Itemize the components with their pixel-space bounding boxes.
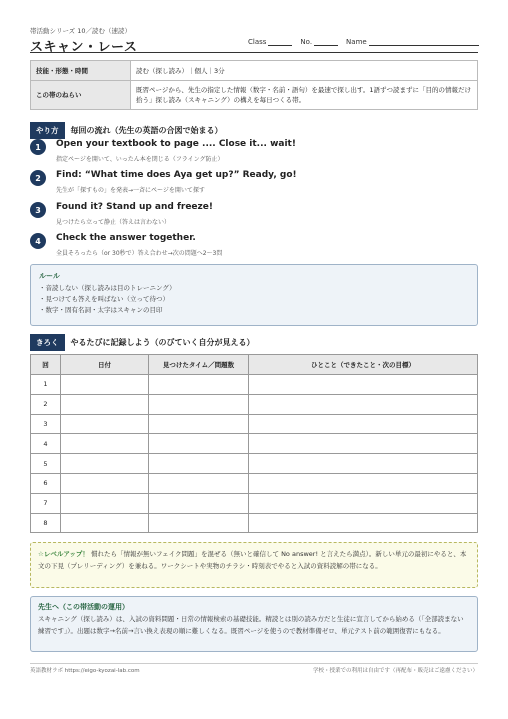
table-row [31,493,478,513]
flow-section-header [30,122,223,139]
date-cell[interactable] [61,375,149,395]
time-cell[interactable] [149,513,249,533]
footer-site: 英語教材ラボ https://eigo-kyozai-lab.com [30,668,140,674]
table-row [31,394,478,414]
time-cell[interactable] [149,473,249,493]
round-number: 6 [31,473,61,493]
comment-cell[interactable] [249,473,478,493]
level-up-body: 慣れたら「情報が無いフェイク問題」を混ぜる（無いと確信して No answer! と言えたら満点）。新しい単元の最初にやると、本文の下見（プレリーディング）を兼ねる。ワークシートや実物のチラシ・時刻表でやると入試の資料読解の帯になる。 [38,550,467,570]
record-section-header [30,334,255,351]
col-header-round: 回 [31,355,61,375]
step-instruction: Find: “What time does Aya get up?” Ready, go! [56,170,297,180]
date-cell[interactable] [61,473,149,493]
round-number: 3 [31,414,61,434]
step-instruction: Check the answer together. [56,233,196,243]
series-label: 帯活動シリーズ 10／読む（速読） [30,27,132,35]
col-header-time: 見つけたタイム／問題数 [149,355,249,375]
flow-tag: やり方 [30,122,65,139]
info-value: 既習ページから、先生の指定した情報（数字・名前・語句）を最速で探し出す。1語ずつ読まずに「目的の情報だけ拾う」探し読み（スキャニング）の構えを毎日つくる帯。 [131,81,478,110]
footer-divider [30,663,478,664]
step-note: 全員そろったら（or 30秒で）答え合わせ→次の問題へ2〜3問 [56,250,223,257]
info-value: 読む（探し読み）｜個人｜3分 [131,61,478,81]
table-row [31,473,478,493]
no-field[interactable] [314,38,338,46]
record-title: やるたびに記録しよう（のびていく自分が見える） [70,338,255,347]
record-header-row [31,355,478,375]
comment-cell[interactable] [249,454,478,474]
teacher-note-body: スキャニング（探し読み）は、入試の資料問題・日常の情報検索の基礎技能。精読とは別の読み方だと生徒に宣言してから始める（「全部読まない練習です」）。出題は数字→名前→言い換え表現の順に難しくなる。既習ページを使うので教材準備ゼロ、単元テスト前の範囲復習にもなる。 [38,615,464,635]
table-row [31,375,478,395]
col-header-date: 日付 [61,355,149,375]
step-instruction: Found it? Stand up and freeze! [56,202,213,212]
record-table [30,354,478,533]
header-divider [30,52,478,53]
info-row [31,61,478,81]
level-up-box [30,542,478,588]
date-cell[interactable] [61,454,149,474]
step-number: 4 [30,233,46,249]
comment-cell[interactable] [249,434,478,454]
time-cell[interactable] [149,375,249,395]
time-cell[interactable] [149,434,249,454]
step-number: 1 [30,139,46,155]
step-note: 先生が「探すもの」を発表→一斉にページを開いて探す [56,187,205,194]
date-cell[interactable] [61,434,149,454]
comment-cell[interactable] [249,493,478,513]
name-fields [248,38,479,46]
step-instruction: Open your textbook to page .... Close it... wait! [56,139,296,149]
rules-title: ルール [39,272,60,280]
step-number: 3 [30,202,46,218]
step-note: 見つけたら立って静止（答えは言わない） [56,219,171,226]
round-number: 5 [31,454,61,474]
rule-item: ・数字・固有名詞・太字はスキャンの目印 [39,306,163,314]
table-row [31,513,478,533]
time-cell[interactable] [149,493,249,513]
table-row [31,454,478,474]
flow-title: 毎回の流れ（先生の英語の合図で始まる） [70,126,223,135]
round-number: 1 [31,375,61,395]
step-item [30,170,478,198]
class-label: Class [248,38,267,46]
comment-cell[interactable] [249,414,478,434]
rule-item: ・音読しない（探し読みは目のトレーニング） [39,284,176,292]
step-note: 指定ページを開いて、いったん本を閉じる（フライング防止） [56,156,224,163]
info-row [31,81,478,110]
record-tag: きろく [30,334,65,351]
date-cell[interactable] [61,493,149,513]
step-item [30,202,478,230]
comment-cell[interactable] [249,394,478,414]
step-item [30,233,478,261]
no-label: No. [300,38,313,46]
rules-box [30,264,478,326]
table-row [31,414,478,434]
date-cell[interactable] [61,414,149,434]
info-label: 技能・形態・時間 [31,61,131,81]
class-field[interactable] [268,38,292,46]
comment-cell[interactable] [249,513,478,533]
date-cell[interactable] [61,513,149,533]
time-cell[interactable] [149,394,249,414]
teacher-note-title: 先生へ（この帯活動の運用） [38,603,129,611]
round-number: 8 [31,513,61,533]
level-up-lead: ☆レベルアップ！ [38,550,89,558]
time-cell[interactable] [149,454,249,474]
step-item [30,139,478,167]
comment-cell[interactable] [249,375,478,395]
page-title: スキャン・レース [30,40,138,55]
round-number: 4 [31,434,61,454]
step-number: 2 [30,170,46,186]
name-label: Name [346,38,367,46]
info-table [30,60,478,110]
info-label: この帯のねらい [31,81,131,110]
teacher-note-box [30,596,478,652]
table-row [31,434,478,454]
name-field[interactable] [369,38,479,46]
rule-item: ・見つけても答えを叫ばない（立って待つ） [39,295,169,303]
round-number: 7 [31,493,61,513]
time-cell[interactable] [149,414,249,434]
col-header-comment: ひとこと（できたこと・次の目標） [249,355,478,375]
round-number: 2 [31,394,61,414]
date-cell[interactable] [61,394,149,414]
footer-license: 学校・授業での利用は自由です（再配布・販売はご遠慮ください） [312,668,478,674]
